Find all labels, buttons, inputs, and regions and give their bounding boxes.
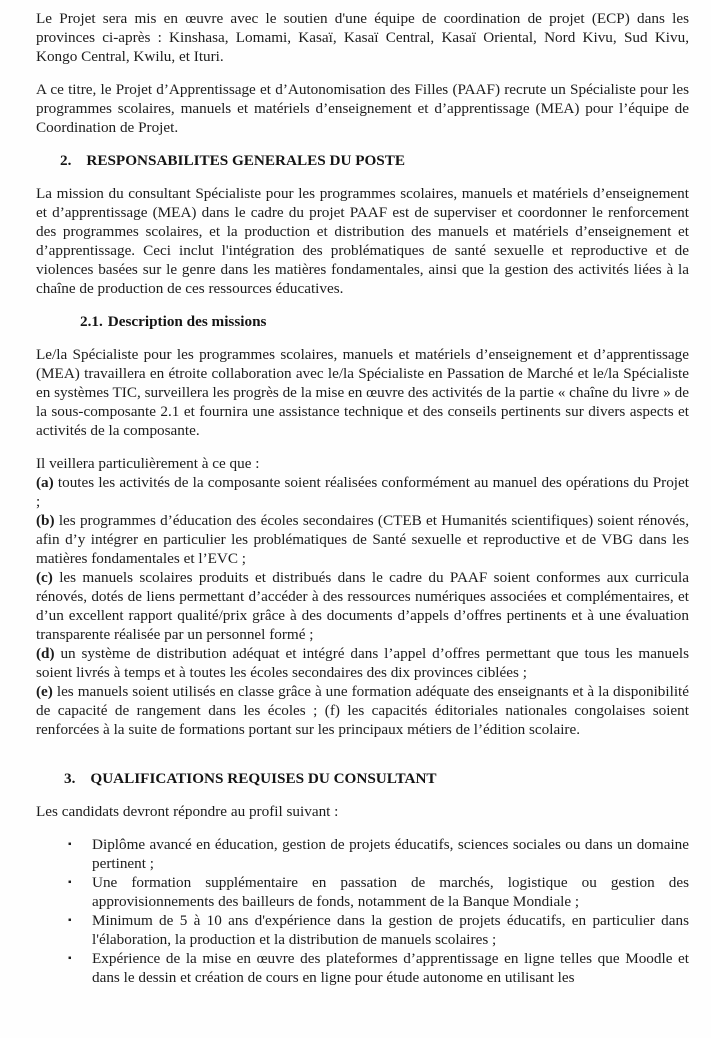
- duty-text-e: les manuels soient utilisés en classe grâce à une formation adéquate des enseignants et à la disponibilité de capacité de rangement dans les écoles ; (f) les capacités éditoriales nationales congolaises soient renforcées à la suite de formations portant sur les principaux métiers de l’édition scolaire.: [36, 683, 689, 738]
- duty-item-a: [36, 473, 689, 511]
- bullet-icon: ▪: [68, 953, 72, 964]
- duty-item-b: [36, 511, 689, 568]
- candidates-profile-intro: Les candidats devront répondre au profil suivant :: [36, 803, 339, 820]
- duty-item-d: [36, 644, 689, 682]
- qualification-item-training: [36, 873, 689, 911]
- section-2-title: RESPONSABILITES GENERALES DU POSTE: [86, 152, 406, 169]
- section-2-1-body: Le/la Spécialiste pour les programmes scolaires, manuels et matériels d’enseignement et d’apprentissage (MEA) travaillera en étroite collaboration avec le/la Spécialiste en Passation de Marché et le/la Spécialiste en systèmes TIC, surveillera les progrès de la mise en œuvre des activités de la partie « chaîne du livre » de la sous-composante 2.1 et fournira une assistance technique et des conseils pertinents sur divers aspects et activités de la composante.: [36, 346, 689, 439]
- qualification-item-degree: [36, 835, 689, 873]
- duties-list-intro: Il veillera particulièrement à ce que :: [36, 455, 260, 472]
- section-3-number: 3.: [64, 770, 76, 787]
- duty-text-a: toutes les activités de la composante soient réalisées conformément au manuel des opérations du Projet ;: [36, 474, 689, 510]
- qualification-item-elearning: [36, 949, 689, 987]
- duty-marker-a: (a): [36, 474, 54, 491]
- duty-marker-c: (c): [36, 569, 53, 586]
- paragraph-paaf-recruitment: A ce titre, le Projet d’Apprentissage et d’Autonomisation des Filles (PAAF) recrute un Spécialiste pour les programmes scolaires, manuels et matériels d’enseignement et d’apprentissage (MEA) pour l’équipe de Coordination de Projet.: [36, 81, 689, 136]
- duty-item-e: [36, 682, 689, 739]
- section-2-1-number: 2.1.: [80, 313, 103, 330]
- section-2-number: 2.: [60, 152, 72, 169]
- section-2-1-heading: [36, 312, 689, 331]
- duty-marker-d: (d): [36, 645, 55, 662]
- duty-item-c: [36, 568, 689, 644]
- duty-text-c: les manuels scolaires produits et distribués dans le cadre du PAAF soient conformes aux curricula rénovés, dotés de liens permettant d’accéder à des ressources numériques associées et complémentaires, et d’un excellent rapport qualité/prix grâce à des documents d’appels d’offres pertinents et à une évaluation transparente réalisée par un personnel formé ;: [36, 569, 689, 643]
- section-2-heading: [36, 151, 689, 170]
- section-2-1-title: Description des missions: [107, 313, 267, 330]
- section-2-body: La mission du consultant Spécialiste pour les programmes scolaires, manuels et matériels d’enseignement et d’apprentissage (MEA) dans le cadre du projet PAAF est de superviser et coordonner le renforcement des programmes scolaires, et la production et distribution des manuels et matériels d’enseignement et d’apprentissage. Ceci inclut l'intégration des problématiques de santé sexuelle et reproductive et de violences basées sur le genre dans les matières fondamentales, ainsi que la gestion des activités liées à la chaîne de production de ces ressources éducatives.: [36, 185, 689, 297]
- duty-text-d: un système de distribution adéquat et intégré dans l’appel d’offres permettant que tous les manuels soient livrés à temps et à toutes les écoles secondaires des dix provinces ciblées ;: [36, 645, 689, 681]
- bullet-icon: ▪: [68, 839, 72, 850]
- section-3-title: QUALIFICATIONS REQUISES DU CONSULTANT: [90, 770, 437, 787]
- bullet-icon: ▪: [68, 915, 72, 926]
- qualification-item-experience: [36, 911, 689, 949]
- duty-marker-e: (e): [36, 683, 53, 700]
- section-3-heading: [36, 769, 689, 788]
- qualification-text: Expérience de la mise en œuvre des plateformes d’apprentissage en ligne telles que Moodle et dans le dessin et création de cours en ligne pour étude autonome en utilisant les: [92, 950, 689, 986]
- bullet-icon: ▪: [68, 877, 72, 888]
- paragraph-project-coordination: Le Projet sera mis en œuvre avec le soutien d'une équipe de coordination de projet (ECP) dans les provinces ci-après : Kinshasa, Lomami, Kasaï, Kasaï Central, Kasaï Oriental, Nord Kivu, Sud Kivu, Kongo Central, Kwilu, et Ituri.: [36, 10, 689, 65]
- qualification-text: Minimum de 5 à 10 ans d'expérience dans la gestion de projets éducatifs, en particulier dans l'élaboration, la production et la distribution de manuels scolaires ;: [92, 912, 689, 948]
- duty-marker-b: (b): [36, 512, 55, 529]
- duty-text-b: les programmes d’éducation des écoles secondaires (CTEB et Humanités scientifiques) soient rénovés, afin d’y intégrer en particulier les problématiques de Santé sexuelle et reproductive et de VBG dans les matières fondamentales et l’EVC ;: [36, 512, 690, 567]
- qualification-text: Une formation supplémentaire en passation de marchés, logistique ou gestion des approvisionnements des bailleurs de fonds, notamment de la Banque Mondiale ;: [92, 874, 689, 910]
- qualification-text: Diplôme avancé en éducation, gestion de projets éducatifs, sciences sociales ou dans un domaine pertinent ;: [92, 836, 689, 872]
